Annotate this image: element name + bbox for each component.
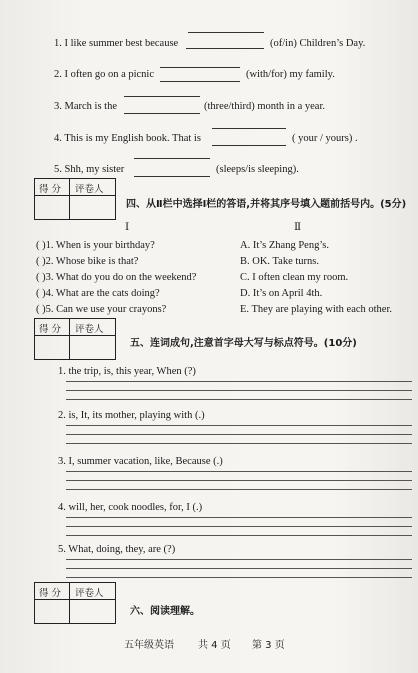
sentence-item: 5. What, doing, they, are (?) xyxy=(58,544,176,555)
answer-line xyxy=(124,96,200,97)
answer-line xyxy=(186,48,264,49)
match-answer: B. OK. Take turns. xyxy=(240,256,319,267)
match-question: ( )2. Whose bike is that? xyxy=(36,256,139,267)
answer-line xyxy=(134,158,210,159)
score-label: 得 分 xyxy=(39,184,62,195)
answer-line xyxy=(66,559,412,560)
grader-label: 评卷人 xyxy=(75,184,104,195)
score-label: 得 分 xyxy=(39,324,62,335)
fill-item-2-text: 2. I often go on a picnic xyxy=(54,69,155,80)
answer-line xyxy=(66,471,412,472)
answer-line xyxy=(212,145,286,146)
answer-line xyxy=(66,425,412,426)
fill-item-5-options: (sleeps/is sleeping). xyxy=(216,164,299,175)
match-question: ( )4. What are the cats doing? xyxy=(36,288,160,299)
fill-item-3-text: 3. March is the xyxy=(54,101,117,112)
sentence-item: 2. is, It, its mother, playing with (.) xyxy=(58,410,205,421)
answer-line xyxy=(212,128,286,129)
score-box xyxy=(34,318,116,360)
grader-label: 评卷人 xyxy=(75,588,104,599)
answer-line xyxy=(66,443,412,444)
match-answer: E. They are playing with each other. xyxy=(240,304,393,315)
answer-line xyxy=(134,176,210,177)
answer-line xyxy=(66,399,412,400)
answer-line xyxy=(66,535,412,536)
section6-heading: 六、阅读理解。 xyxy=(130,606,200,617)
answer-line xyxy=(188,32,264,33)
answer-line xyxy=(66,480,412,481)
fill-item-1-options: (of/in) Children’s Day. xyxy=(270,38,366,49)
fill-item-3-options: (three/third) month in a year. xyxy=(204,101,326,112)
sentence-item: 1. the trip, is, this year, When (?) xyxy=(58,366,196,377)
footer-total-pages: 共 4 页 xyxy=(198,640,231,651)
footer-grade: 五年级英语 xyxy=(124,640,174,651)
match-question: ( )5. Can we use your crayons? xyxy=(36,304,167,315)
answer-line xyxy=(66,517,412,518)
match-answer: D. It’s on April 4th. xyxy=(240,288,323,299)
answer-line xyxy=(66,489,412,490)
score-label: 得 分 xyxy=(39,588,62,599)
match-question: ( )3. What do you do on the weekend? xyxy=(36,272,197,283)
fill-item-1-text: 1. I like summer best because xyxy=(54,38,179,49)
match-answer: C. I often clean my room. xyxy=(240,272,349,283)
answer-line xyxy=(66,526,412,527)
answer-line xyxy=(66,381,412,382)
column-1-label: Ⅰ xyxy=(125,222,130,233)
match-answer: A. It’s Zhang Peng’s. xyxy=(240,240,329,251)
fill-item-4-options: ( your / yours) . xyxy=(292,133,358,144)
answer-line xyxy=(66,577,412,578)
score-box xyxy=(34,582,116,624)
answer-line xyxy=(160,67,240,68)
fill-item-2-options: (with/for) my family. xyxy=(246,69,335,80)
answer-line xyxy=(124,113,200,114)
answer-line xyxy=(66,568,412,569)
sentence-item: 4. will, her, cook noodles, for, I (.) xyxy=(58,502,203,513)
answer-line xyxy=(160,81,240,82)
sentence-item: 3. I, summer vacation, like, Because (.) xyxy=(58,456,223,467)
fill-item-5-text: 5. Shh, my sister xyxy=(54,164,125,175)
section4-heading: 四、从Ⅱ栏中选择Ⅰ栏的答语,并将其序号填入题前括号内。(5分) xyxy=(126,199,407,210)
score-box xyxy=(34,178,116,220)
section5-heading: 五、连词成句,注意首字母大写与标点符号。(10分) xyxy=(130,338,357,349)
answer-line xyxy=(66,434,412,435)
fill-item-4-text: 4. This is my English book. That is xyxy=(54,133,201,144)
answer-line xyxy=(66,390,412,391)
grader-label: 评卷人 xyxy=(75,324,104,335)
column-2-label: Ⅱ xyxy=(294,222,302,233)
match-question: ( )1. When is your birthday? xyxy=(36,240,155,251)
footer-page-number: 第 3 页 xyxy=(252,640,285,651)
